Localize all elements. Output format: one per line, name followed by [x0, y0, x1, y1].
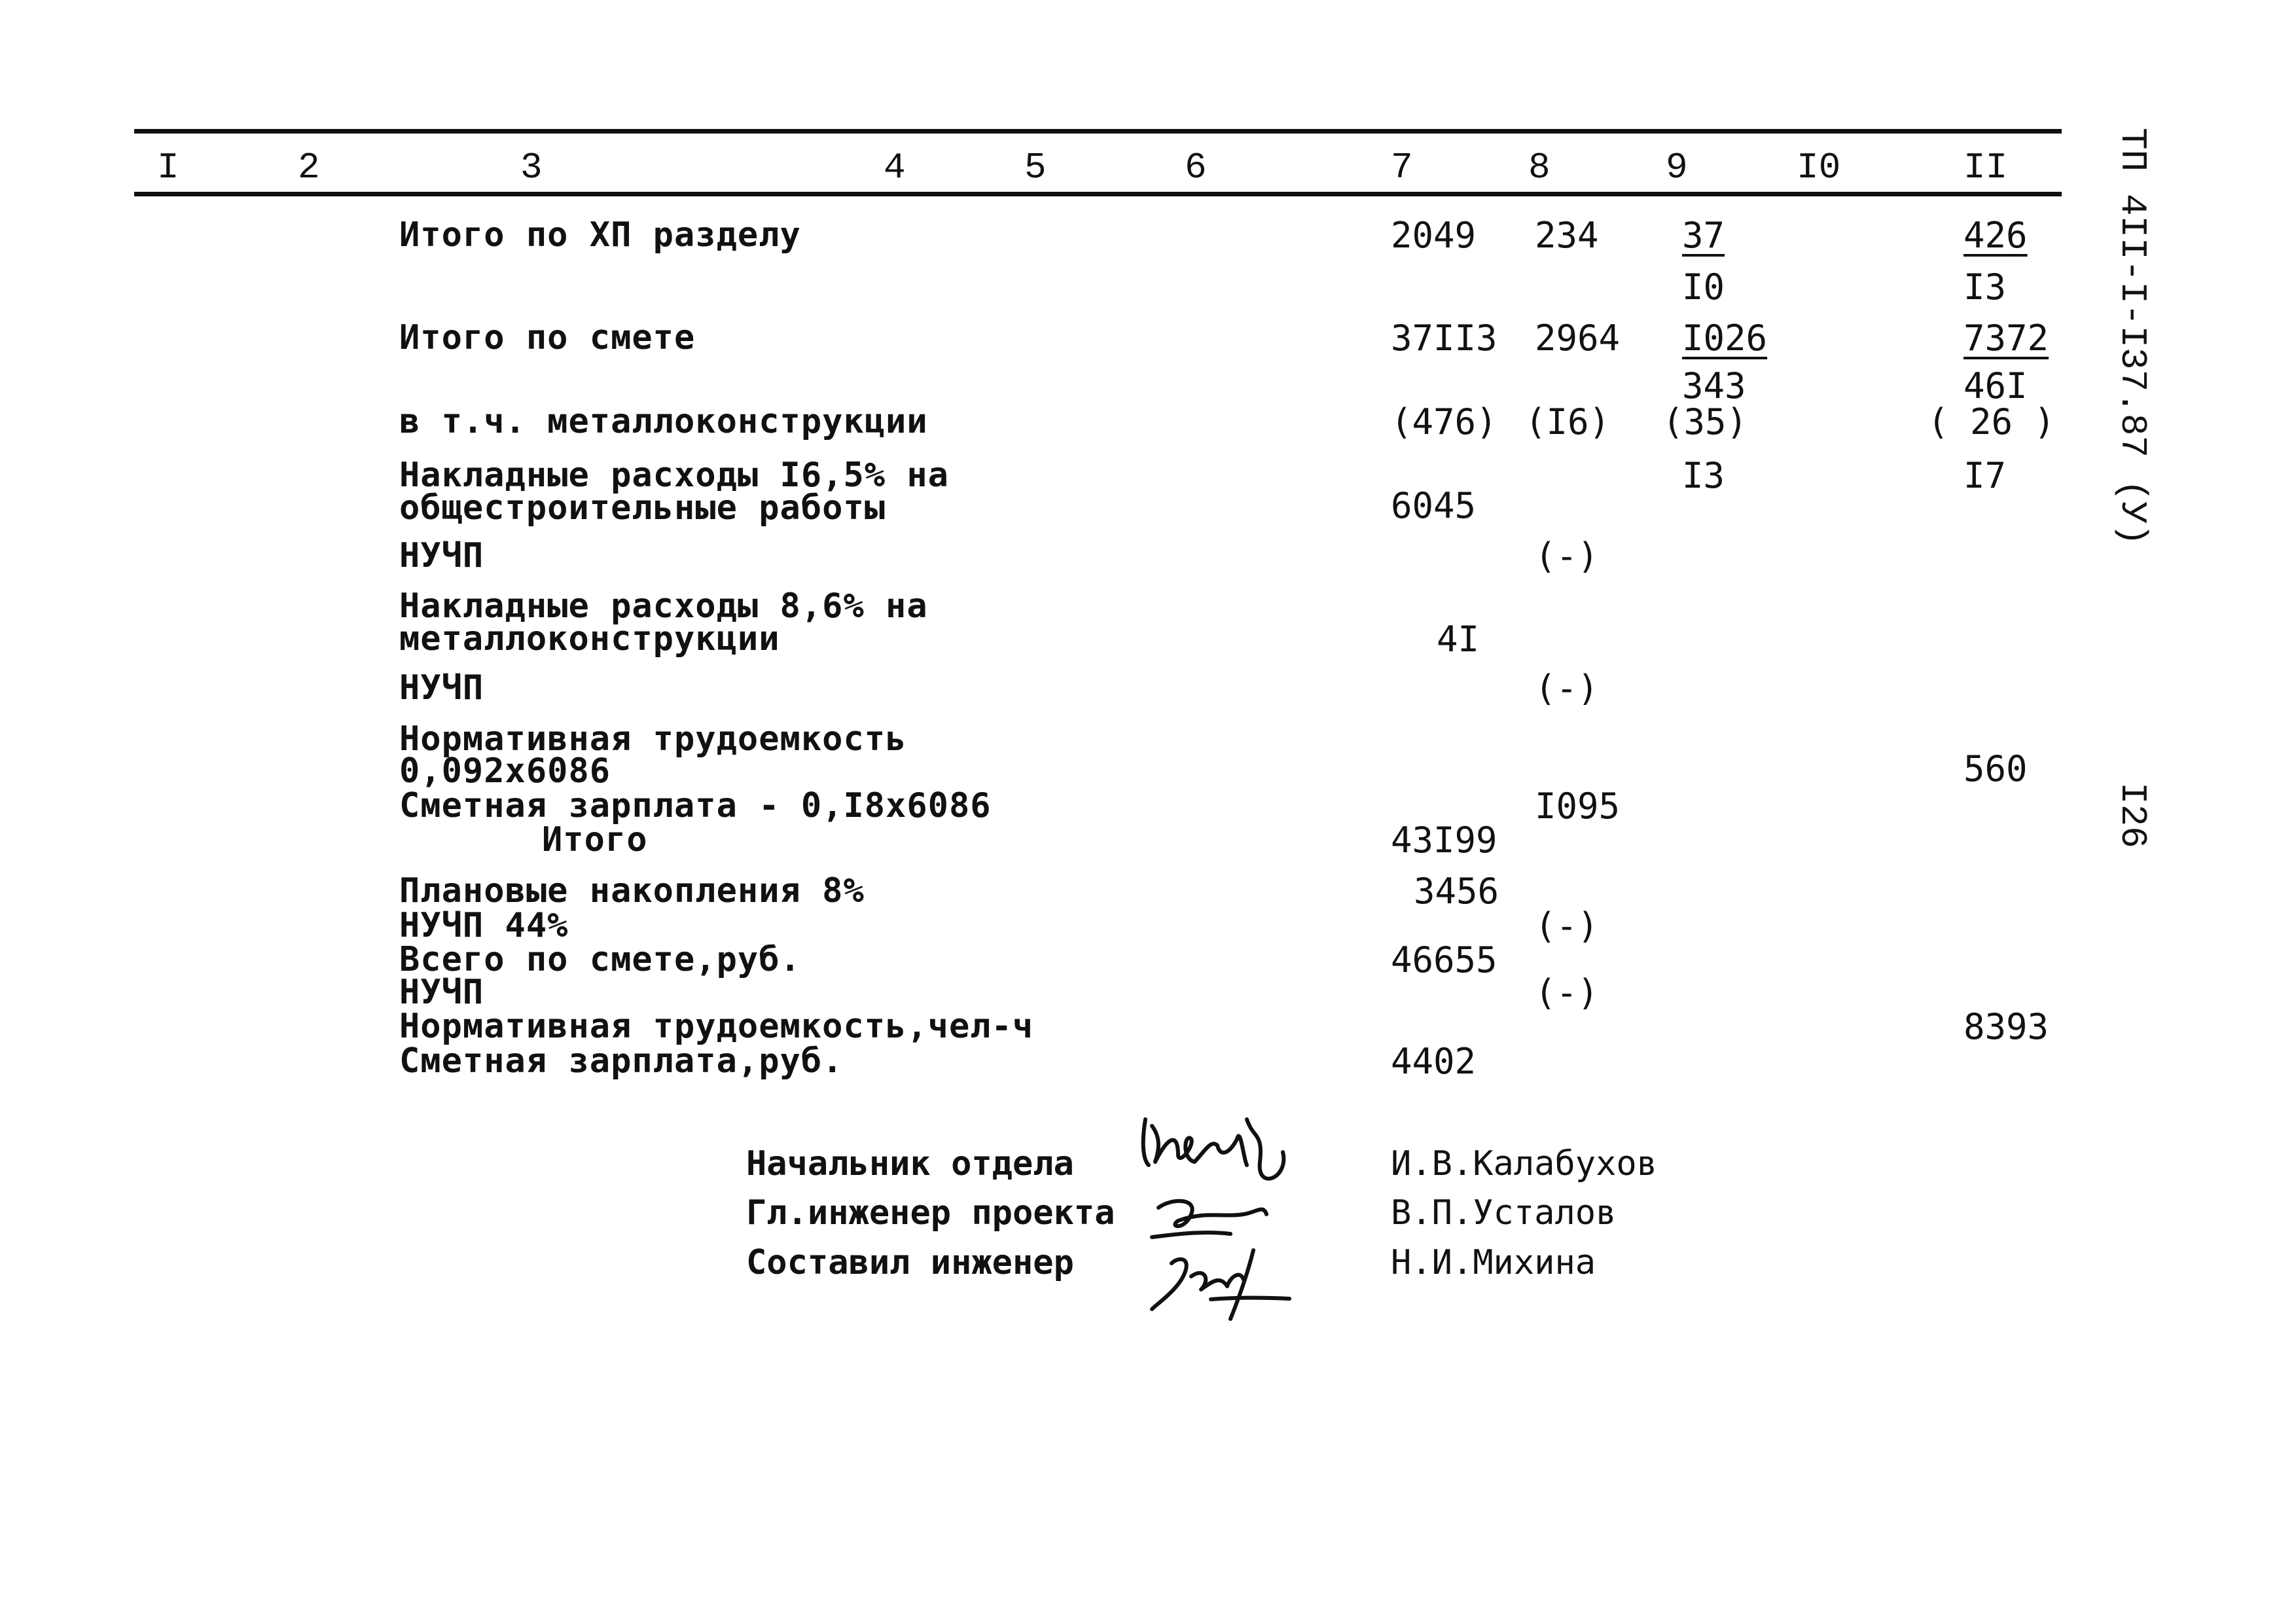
top-rule [134, 129, 2062, 134]
cell-col8: 2964 [1535, 317, 1621, 359]
cell-col7: 3456 [1414, 871, 1499, 912]
row-label: Итого по смете [399, 318, 696, 357]
row-label-line1: Накладные расходы I6,5% на [399, 456, 949, 495]
handwritten-signatures [1132, 1100, 1348, 1335]
cell-col8: (I6) [1525, 401, 1611, 442]
row-label-line2: 0,092х6086 [399, 751, 611, 791]
column-header-8: 8 [1528, 147, 1551, 189]
row-label-line2: металлоконструкции [399, 619, 780, 659]
cell-col11-sub: I7 [1964, 455, 2007, 496]
cell-col8: I095 [1535, 785, 1621, 827]
header-rule [134, 192, 2062, 196]
row-label: Сметная зарплата,руб. [399, 1041, 844, 1081]
column-header-4: 4 [884, 147, 906, 189]
row-label: Нормативная трудоемкость,чел-ч [399, 1007, 1034, 1046]
column-header-10: I0 [1797, 147, 1841, 189]
row-label: Всего по смете,руб. [399, 940, 801, 979]
page-number: I26 [2111, 782, 2153, 848]
cell-col11: 426 [1964, 215, 2028, 256]
cell-col8: 234 [1535, 215, 1599, 256]
column-header-6: 6 [1185, 147, 1207, 189]
cell-col7: 4402 [1391, 1041, 1477, 1082]
cell-col8: (-) [1535, 905, 1599, 947]
cell-col8: (-) [1535, 668, 1599, 709]
column-header-11: II [1964, 147, 2008, 189]
row-label-line1: Нормативная трудоемкость [399, 719, 907, 759]
cell-col9: I026 [1682, 317, 1768, 359]
signature-role: Начальник отдела [746, 1144, 1074, 1183]
row-label: НУЧП [399, 668, 484, 708]
column-header-9: 9 [1666, 147, 1688, 189]
cell-col7: 4I [1437, 619, 1480, 660]
row-label: НУЧП [399, 536, 484, 575]
cell-col9: (35) [1662, 401, 1748, 442]
cell-col9: 37 [1682, 215, 1725, 256]
column-header-1: I [157, 147, 179, 189]
row-label: Итого по XП разделу [399, 215, 801, 255]
row-label: Сметная зарплата - 0,I8х6086 [399, 786, 992, 825]
cell-col7: 6045 [1391, 485, 1477, 526]
column-header-2: 2 [298, 147, 320, 189]
cell-col7: 2049 [1391, 215, 1477, 256]
signature-name: Н.И.Михина [1391, 1243, 1596, 1282]
signature-name: И.В.Калабухов [1391, 1144, 1657, 1183]
cell-col7: (476) [1391, 401, 1498, 442]
column-header-7: 7 [1391, 147, 1413, 189]
row-label: в т.ч. металлоконструкции [399, 402, 928, 441]
cell-col9-sub: I0 [1682, 266, 1725, 308]
cell-col11: 560 [1964, 748, 2028, 789]
row-label: НУЧП [399, 973, 484, 1012]
signature-role: Составил инженер [746, 1243, 1074, 1282]
signature-role: Гл.инженер проекта [746, 1193, 1115, 1233]
document-code: ТП 4II-I-I37.87 (У) [2111, 128, 2153, 546]
column-header-3: 3 [520, 147, 543, 189]
cell-col7: 46655 [1391, 939, 1498, 981]
cell-col11-sub: 46I [1964, 365, 2028, 406]
row-label-line1: Накладные расходы 8,6% на [399, 586, 928, 626]
cell-col8: (-) [1535, 972, 1599, 1013]
row-label: НУЧП 44% [399, 906, 569, 945]
cell-col7: 43I99 [1391, 820, 1498, 861]
row-label: Итого [542, 820, 648, 859]
cell-col9-sub: 343 [1682, 365, 1746, 406]
cell-col11: 8393 [1964, 1006, 2049, 1047]
column-header-5: 5 [1024, 147, 1047, 189]
row-label: Плановые накопления 8% [399, 871, 865, 911]
signature-name: В.П.Усталов [1391, 1193, 1617, 1233]
cell-col11: 7372 [1964, 317, 2049, 359]
cell-col8: (-) [1535, 535, 1599, 577]
cell-col9-sub: I3 [1682, 455, 1725, 496]
row-label-line2: общестроительные работы [399, 488, 886, 528]
cell-col7: 37II3 [1391, 317, 1498, 359]
cell-col11: ( 26 ) [1928, 401, 2056, 442]
cell-col11-sub: I3 [1964, 266, 2007, 308]
